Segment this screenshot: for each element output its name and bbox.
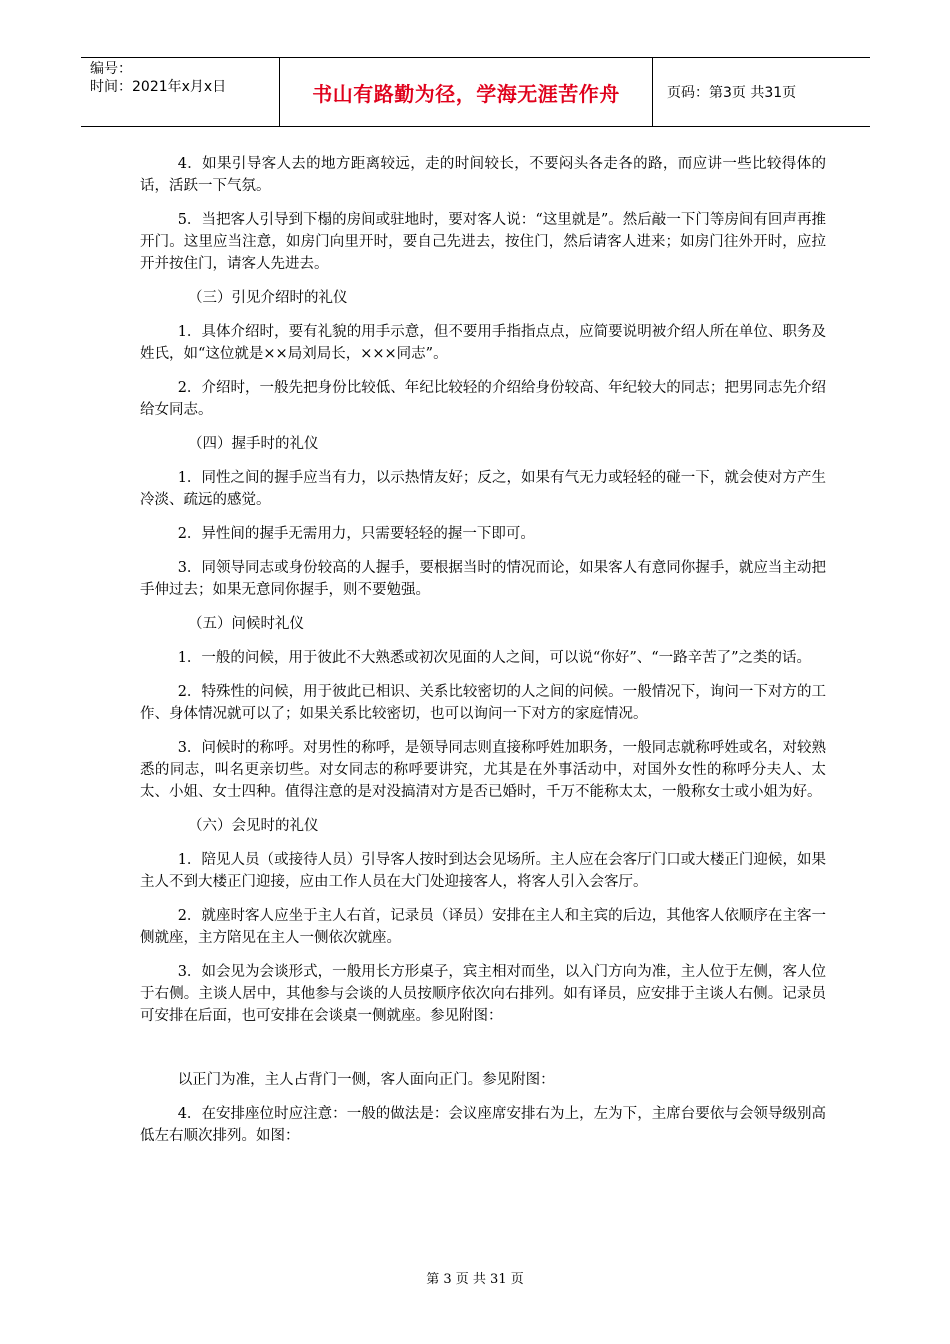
header-motto: 书山有路勤为径，学海无涯苦作舟 <box>280 58 653 126</box>
section-heading: （六）会见时的礼仪 <box>188 818 319 834</box>
paragraph: 2．特殊性的问候，用于彼此已相识、关系比较密切的人之间的问候。一般情况下，询问一下对方的工作、身体情况就可以了；如果关系比较密切，也可以询问一下对方的家庭情况。 <box>140 684 826 722</box>
time-label: 时间：2021年x月x日 <box>90 79 227 95</box>
paragraph: 1．陪见人员（或接待人员）引导客人按时到达会见场所。主人应在会客厅门口或大楼正门迎候，如果主人不到大楼正门迎接，应由工作人员在大门处迎接客人，将客人引入会客厅。 <box>140 852 826 890</box>
paragraph: 2．异性间的握手无需用力，只需要轻轻的握一下即可。 <box>177 526 535 542</box>
header-page-info: 页码：第3页 共31页 <box>667 85 797 101</box>
section-heading: （四）握手时的礼仪 <box>188 436 319 452</box>
paragraph: 5．当把客人引导到下榻的房间或驻地时，要对客人说：“这里就是”。然后敲一下门等房间有回声再推开门。这里应当注意，如房门向里开时，要自己先进去，按住门，然后请客人进来；如房门往外开时，应拉开并按住门，请客人先进去。 <box>140 212 826 272</box>
paragraph: 3．同领导同志或身份较高的人握手，要根据当时的情况而论，如果客人有意同你握手，就应当主动把手伸过去；如果无意同你握手，则不要勉强。 <box>140 560 826 598</box>
paragraph: 4．在安排座位时应注意：一般的做法是：会议座席安排右为上，左为下，主席台要依与会领导级别高低左右顺次排列。如图： <box>140 1106 826 1144</box>
paragraph: 3．如会见为会谈形式，一般用长方形桌子，宾主相对而坐，以入门方向为准，主人位于左侧，客人位于右侧。主谈人居中，其他参与会谈的人员按顺序依次向右排列。如有译员，应安排于主谈人右侧。记录员可安排在后面，也可安排在会谈桌一侧就座。参见附图： <box>140 964 826 1024</box>
paragraph: 3．问候时的称呼。对男性的称呼，是领导同志则直接称呼姓加职务，一般同志就称呼姓或名，对较熟悉的同志，叫名更亲切些。对女同志的称呼要讲究，尤其是在外事活动中，对国外女性的称呼分夫人、太太、小姐、女士四种。值得注意的是对没搞清对方是否已婚时，千万不能称太太，一般称女士或小姐为好。 <box>140 740 826 800</box>
page-footer: 第 3 页 共 31 页 <box>426 1272 524 1287</box>
paragraph: 以正门为准，主人占背门一侧，客人面向正门。参见附图： <box>177 1072 555 1088</box>
paragraph: 4．如果引导客人去的地方距离较远，走的时间较长，不要闷头各走各的路，而应讲一些比较得体的话，活跃一下气氛。 <box>140 156 826 194</box>
paragraph: 2．就座时客人应坐于主人右首，记录员（译员）安排在主人和主宾的后边，其他客人依顺序在主客一侧就座，主方陪见在主人一侧依次就座。 <box>140 908 826 946</box>
number-label: 编号： <box>90 61 132 77</box>
paragraph: 1．具体介绍时，要有礼貌的用手示意，但不要用手指指点点，应简要说明被介绍人所在单位、职务及姓氏，如“这位就是××局刘局长，×××同志”。 <box>140 324 826 362</box>
document-body <box>140 153 826 1159</box>
paragraph: 1．一般的问候，用于彼此不大熟悉或初次见面的人之间，可以说“你好”、“一路辛苦了”之类的话。 <box>177 650 812 666</box>
section-heading: （五）问候时礼仪 <box>188 616 304 632</box>
page-header <box>81 57 870 127</box>
paragraph: 2．介绍时，一般先把身份比较低、年纪比较轻的介绍给身份较高、年纪较大的同志；把男同志先介绍给女同志。 <box>140 380 826 418</box>
paragraph: 1．同性之间的握手应当有力，以示热情友好；反之，如果有气无力或轻轻的碰一下，就会使对方产生冷淡、疏远的感觉。 <box>140 470 826 508</box>
section-heading: （三）引见介绍时的礼仪 <box>188 290 348 306</box>
figure-gap <box>140 1039 826 1069</box>
header-meta <box>81 58 280 126</box>
